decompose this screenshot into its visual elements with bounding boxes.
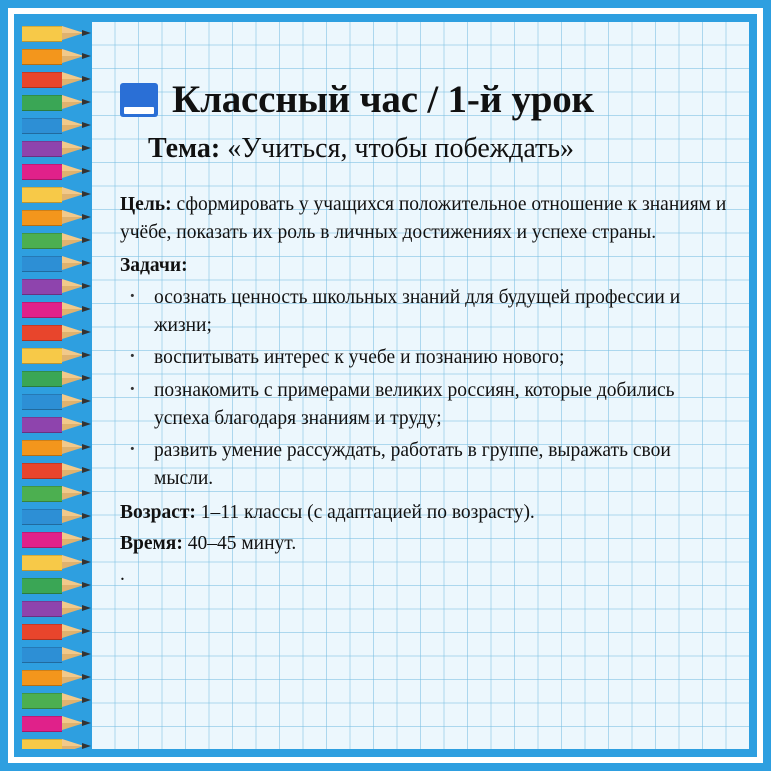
age-label: Возраст: [120,501,196,523]
body-block [120,191,731,589]
pencil-icon [22,643,94,665]
task-item: · воспитывать интерес к учебе и познанию нового; [120,344,731,372]
pencil-icon [22,528,94,550]
time-paragraph [120,530,731,558]
pencil-icon [22,505,94,527]
pencil-icon [22,390,94,412]
pencil-icon [22,91,94,113]
page-title: Классный час / 1-й урок [172,78,594,121]
subtitle-row [148,133,731,165]
goal-paragraph [120,191,731,248]
pencil-icon [22,275,94,297]
pencil-icon [22,367,94,389]
slide-content [120,80,731,741]
subtitle-text: «Учиться, чтобы побеждать» [227,132,575,164]
pencil-icon [22,482,94,504]
pencil-icon [22,114,94,136]
goal-label: Цель: [120,194,172,216]
pencil-icon [22,183,94,205]
pencil-icon [22,735,94,749]
pencil-icon [22,22,94,44]
pencil-icon [22,321,94,343]
pencil-icon [22,160,94,182]
pencil-icon [22,252,94,274]
footer-lines [120,499,731,590]
pencil-icon [22,712,94,734]
title-row [120,80,731,121]
pencil-icon [22,413,94,435]
pencil-icon [22,597,94,619]
pencil-icon [22,229,94,251]
time-text: 40–45 минут. [187,533,297,554]
pencil-icon [22,436,94,458]
pencil-icon [22,68,94,90]
tasks-list [120,284,731,493]
pencil-icon [22,620,94,642]
pencil-icon [22,666,94,688]
pencil-icon [22,574,94,596]
pencil-icon [22,298,94,320]
pencil-decoration-strip [22,22,94,749]
pencil-icon [22,45,94,67]
tasks-label: Задачи: [120,254,188,276]
task-item: · познакомить с примерами великих россиян, которые добились успеха благодаря знаниям и труду; [120,377,731,432]
age-paragraph [120,499,731,527]
pencil-icon [22,344,94,366]
task-item: · осознать ценность школьных знаний для будущей профессии и жизни; [120,284,731,339]
goal-text: сформировать у учащихся положительное отношение к знаниям и учёбе, показать их роль в личных достижениях и успехе страны. [120,194,727,244]
age-text: 1–11 классы (с адаптацией по возрасту). [200,501,535,523]
pencil-icon [22,137,94,159]
pencil-icon [22,551,94,573]
book-icon [120,83,158,117]
pencil-icon [22,459,94,481]
trailing-dot: . [120,564,125,586]
time-label: Время: [120,533,183,554]
pencil-icon [22,689,94,711]
task-item: · развить умение рассуждать, работать в группе, выражать свои мысли. [120,437,731,492]
subtitle-label: Тема: [148,132,221,164]
pencil-icon [22,206,94,228]
